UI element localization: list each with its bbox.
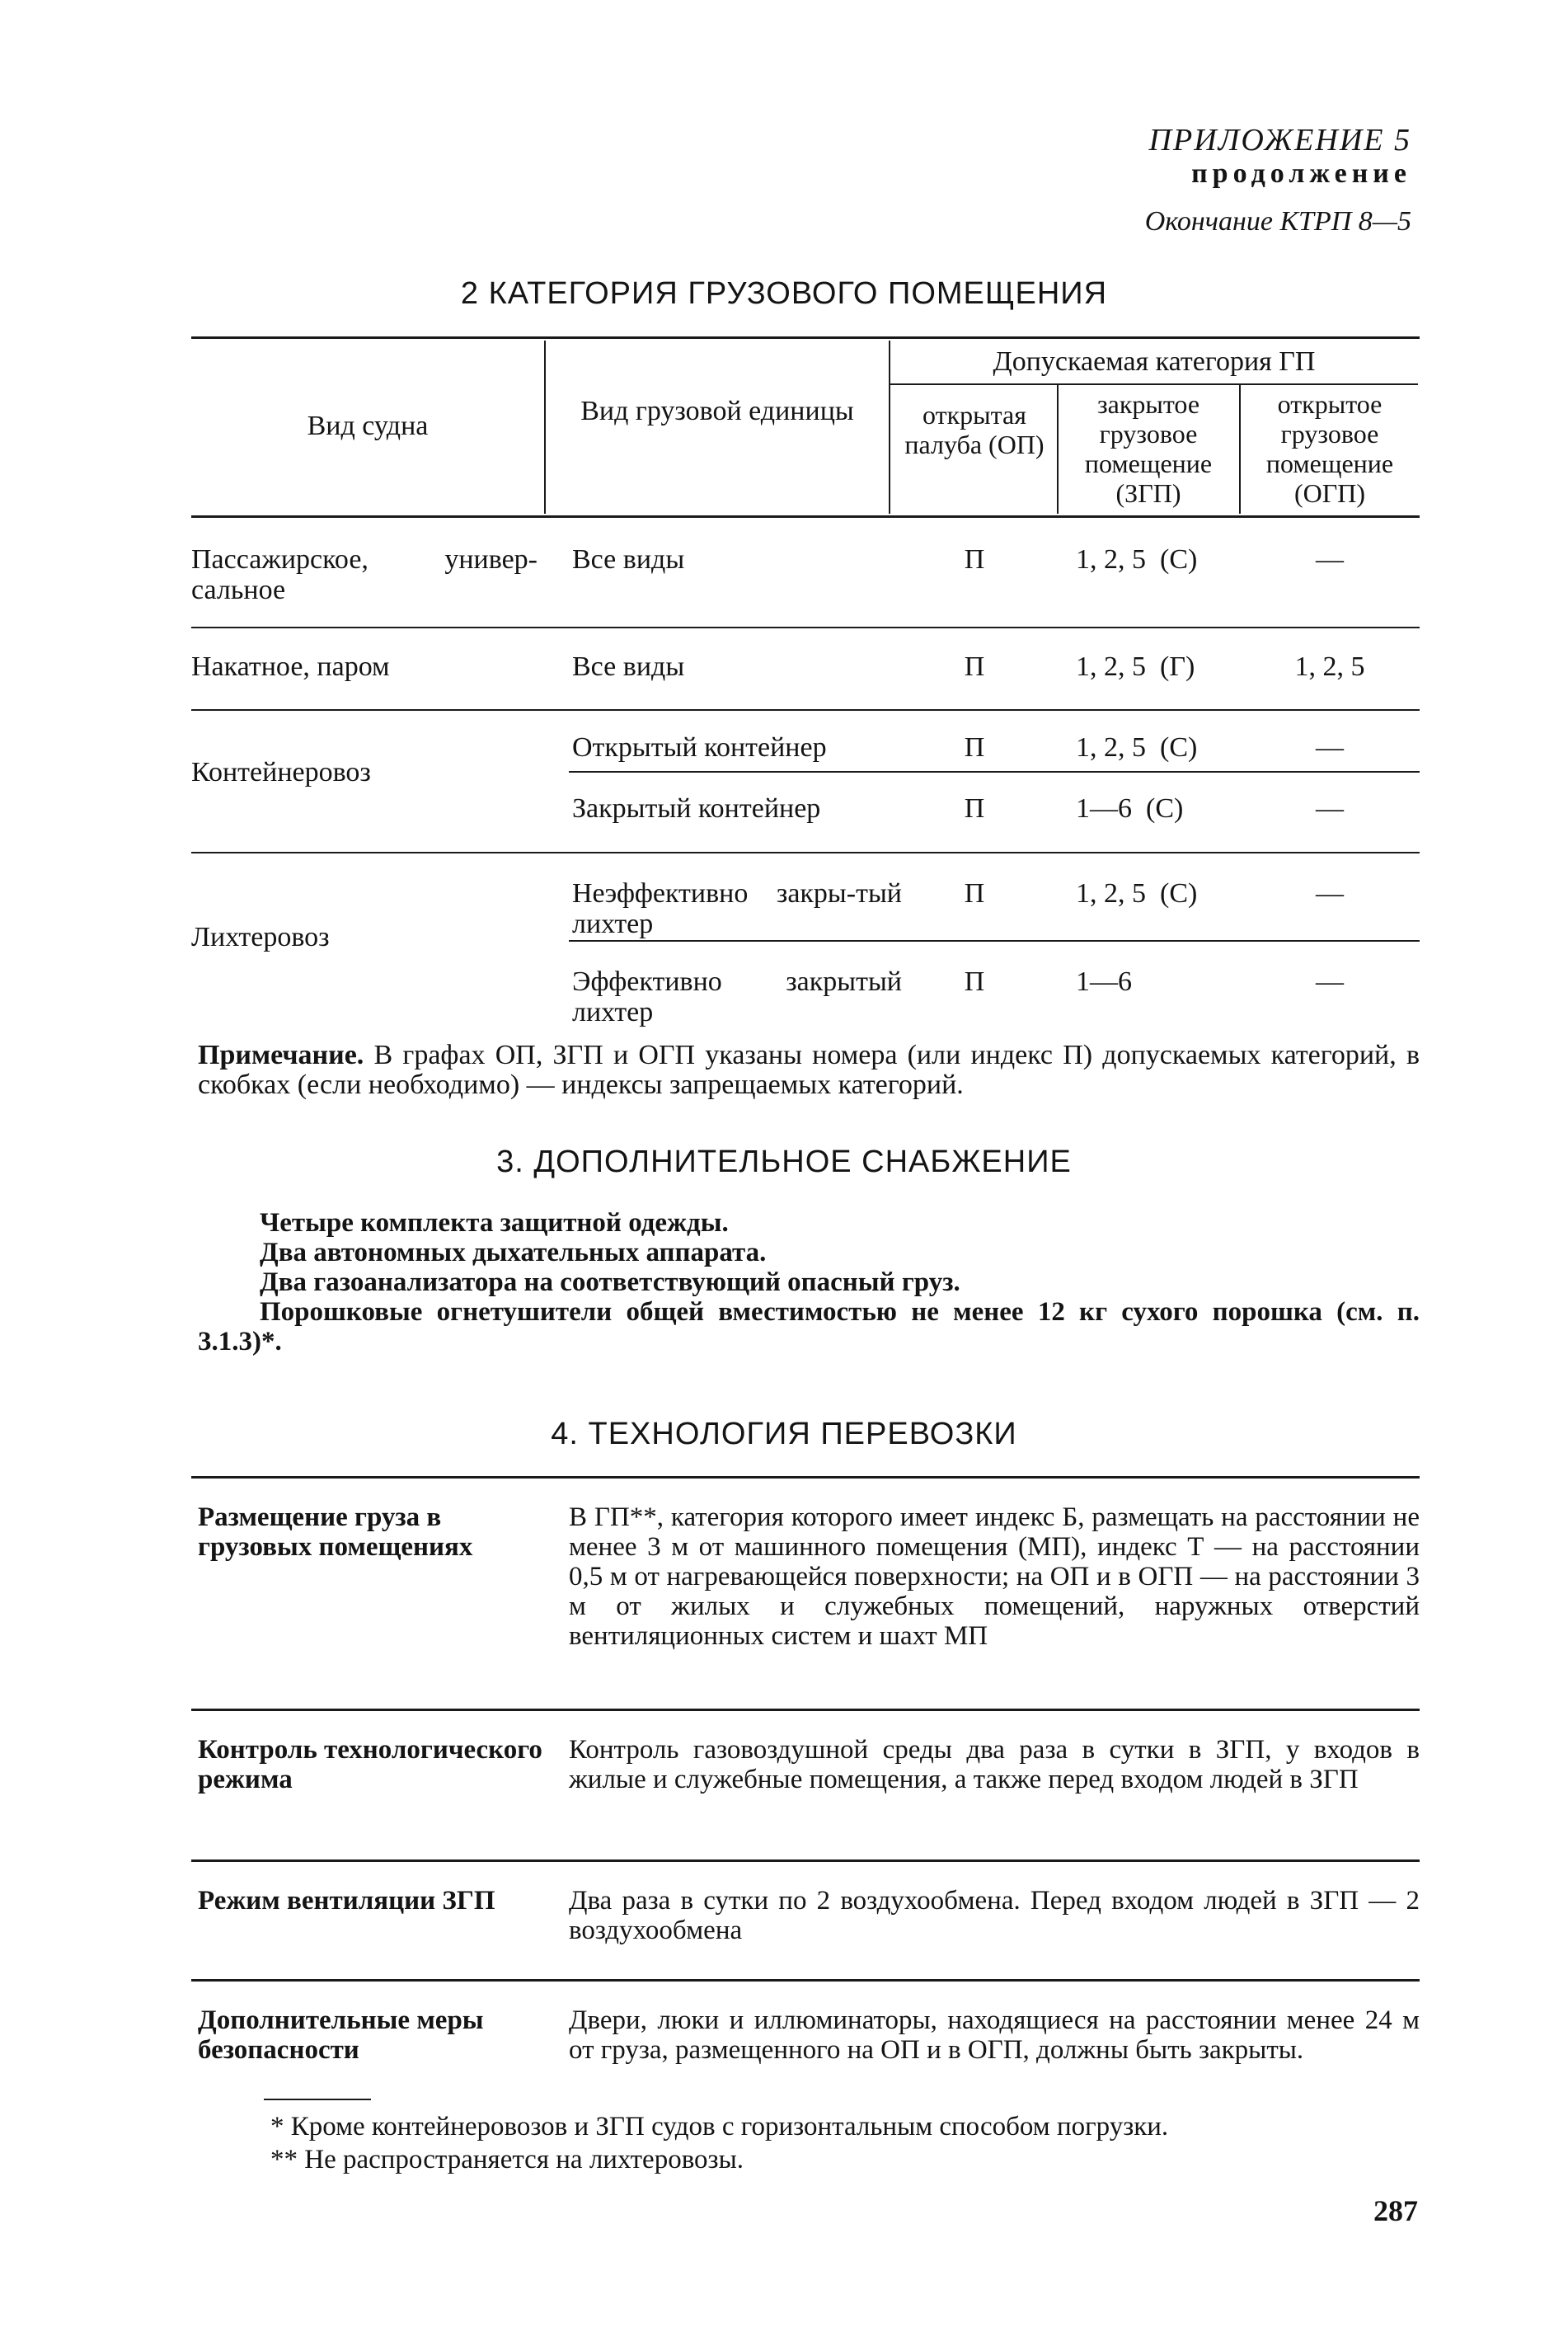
row-rule <box>191 627 1420 628</box>
tech-text-safety: Двери, люки и иллюминаторы, находящиеся на расстоянии менее 24 м от груза, размещенного на ОП и в ОГП, должны быть закрыты. <box>569 2005 1420 2065</box>
row-rule <box>569 940 1420 942</box>
row5-zgp: 1, 2, 5 (С) <box>1076 878 1198 909</box>
row2-op: П <box>964 651 985 682</box>
table-vrule <box>1057 385 1059 514</box>
row4-unit: Закрытый контейнер <box>572 793 821 824</box>
row3-ogp: — <box>1316 732 1344 763</box>
row-rule <box>191 852 1420 853</box>
footnote-2: ** Не распространяется на лихтеровозы. <box>270 2145 744 2174</box>
supply-item: Два газоанализатора на соответствующий опасный груз. <box>260 1267 960 1297</box>
tech-label-ventilation: Режим вентиляции ЗГП <box>198 1886 495 1916</box>
row3-vessel: Контейнеровоз <box>191 757 371 787</box>
col-unit-header: Вид грузовой единицы <box>580 396 854 426</box>
row2-vessel: Накатное, паром <box>191 651 390 682</box>
appendix-heading: ПРИЛОЖЕНИЕ 5 <box>1148 123 1411 157</box>
row1-zgp: 1, 2, 5 (С) <box>1076 544 1198 575</box>
tech-text-control: Контроль газовоздушной среды два раза в сутки в ЗГП, у входов в жилые и служебные помещения, а также перед входом людей в ЗГП <box>569 1735 1420 1794</box>
tech-text-ventilation: Два раза в сутки по 2 воздухообмена. Перед входом людей в ЗГП — 2 воздухообмена <box>569 1886 1420 1945</box>
table-vrule <box>1239 385 1241 514</box>
row-rule <box>191 709 1420 711</box>
row1-ogp: — <box>1316 544 1344 575</box>
supply-item: Два автономных дыхательных аппарата. <box>260 1238 767 1267</box>
supply-item: Четыре комплекта защитной одежды. <box>260 1208 729 1238</box>
row5-op: П <box>964 878 985 909</box>
tech-label-placement: Размещение груза в грузовых помещениях <box>198 1502 473 1562</box>
section2-title: 2 КАТЕГОРИЯ ГРУЗОВОГО ПОМЕЩЕНИЯ <box>460 276 1108 311</box>
page-number: 287 <box>1373 2194 1418 2227</box>
table-head-rule <box>191 515 1420 518</box>
row1-vessel: Пассажирское, универ-сальное <box>191 544 538 605</box>
table-note <box>198 1041 1420 1100</box>
tech-top-rule <box>191 1476 1420 1479</box>
tech-text-placement: В ГП**, категория которого имеет индекс Б, размещать на расстоянии не менее 3 м от машинного помещения (МП), индекс Т — на расстоянии 0,5 м от нагревающейся поверхности; на ОП и в ОГП — на расстоянии 3 м от жилых и служебных помещений, наружных отверстий вентиляционных систем и шахт МП <box>569 1502 1420 1651</box>
supply-item: Порошковые огнетушители общей вместимостью не менее 12 кг сухого порошка (см. п. 3.1.3)*. <box>198 1297 1420 1356</box>
row3-unit: Открытый контейнер <box>572 732 827 763</box>
row4-zgp: 1—6 (С) <box>1076 793 1184 824</box>
note-label: Примечание. <box>198 1040 364 1070</box>
col-vessel-header: Вид судна <box>307 411 429 441</box>
tech-rule <box>191 1979 1420 1982</box>
row-rule <box>569 771 1420 773</box>
row6-zgp: 1—6 <box>1076 966 1132 997</box>
row4-ogp: — <box>1316 793 1344 824</box>
tech-label-safety: Дополнительные меры безопасности <box>198 2005 484 2065</box>
row1-unit: Все виды <box>572 544 685 575</box>
table-subhead-rule <box>890 383 1418 385</box>
row2-ogp: 1, 2, 5 <box>1294 651 1365 682</box>
row2-zgp: 1, 2, 5 (Г) <box>1076 651 1195 682</box>
row1-op: П <box>964 544 985 575</box>
col-group-header: Допускаемая категория ГП <box>993 346 1316 377</box>
section3-title: 3. ДОПОЛНИТЕЛЬНОЕ СНАБЖЕНИЕ <box>496 1145 1072 1179</box>
row5-ogp: — <box>1316 878 1344 909</box>
ending-label: Окончание КТРП 8—5 <box>1144 206 1411 237</box>
row5-vessel: Лихтеровоз <box>191 922 330 952</box>
footnote-rule <box>264 2099 371 2100</box>
tech-label-control: Контроль технологического режима <box>198 1735 542 1794</box>
tech-rule <box>191 1709 1420 1711</box>
section4-title: 4. ТЕХНОЛОГИЯ ПЕРЕВОЗКИ <box>551 1417 1017 1451</box>
table-top-rule <box>191 336 1420 339</box>
col-ogp-header: открытое грузовое помещение (ОГП) <box>1265 389 1394 508</box>
col-op-header: открытая палуба (ОП) <box>904 400 1045 459</box>
row4-op: П <box>964 793 985 824</box>
tech-rule <box>191 1859 1420 1862</box>
table-vrule <box>544 341 546 514</box>
col-zgp-header: закрытое грузовое помещение (ЗГП) <box>1084 389 1213 508</box>
row6-unit: Эффективно закрытый лихтер <box>572 966 902 1027</box>
supply-list <box>198 1208 1420 1356</box>
row3-op: П <box>964 732 985 763</box>
note-text: В графах ОП, ЗГП и ОГП указаны номера (или индекс П) допускаемых категорий, в скобках (если необходимо) — индексы запрещаемых категорий. <box>198 1040 1420 1100</box>
row2-unit: Все виды <box>572 651 685 682</box>
row5-unit: Неэффективно закры-тый лихтер <box>572 878 902 939</box>
footnote-1: * Кроме контейнеровозов и ЗГП судов с горизонтальным способом погрузки. <box>270 2112 1169 2141</box>
row6-ogp: — <box>1316 966 1344 997</box>
continuation-label: продолжение <box>1191 158 1411 189</box>
row6-op: П <box>964 966 985 997</box>
row3-zgp: 1, 2, 5 (С) <box>1076 732 1198 763</box>
